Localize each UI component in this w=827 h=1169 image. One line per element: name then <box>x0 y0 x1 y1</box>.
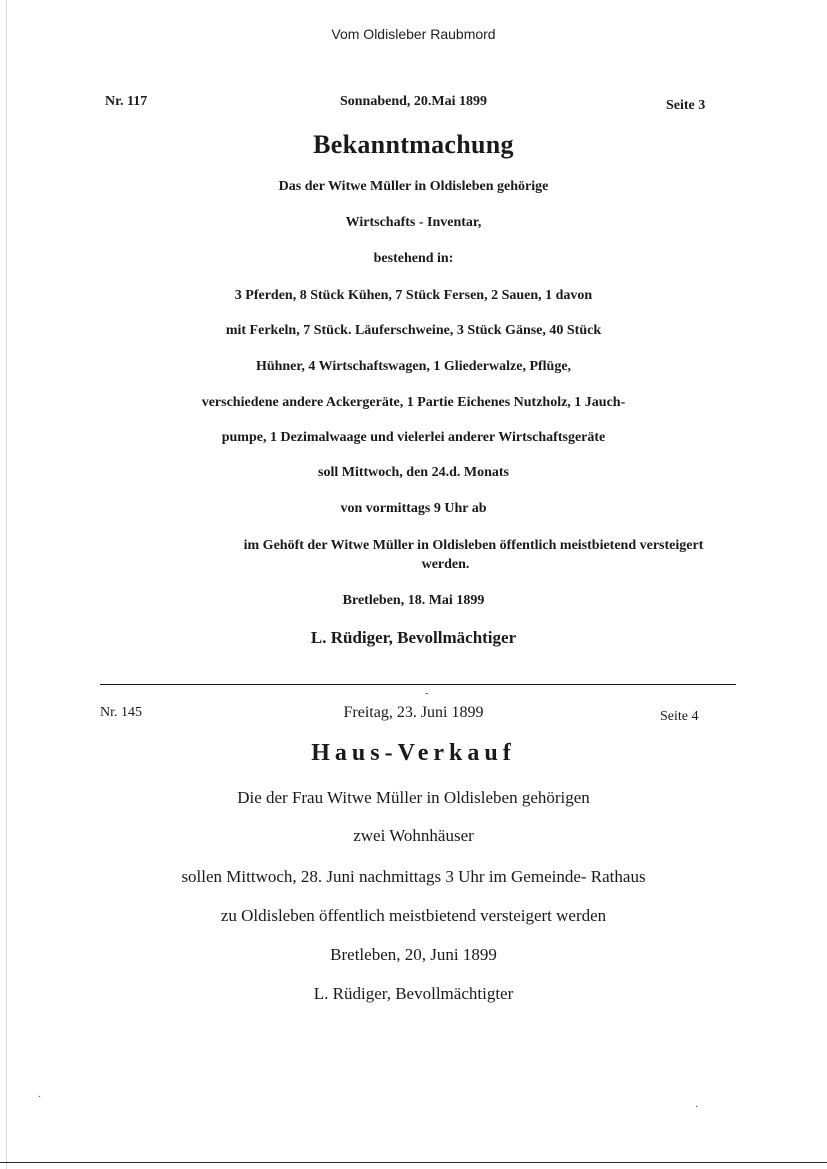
body-line: sollen Mittwoch, 28. Juni nachmittags 3 Uhr im Gemeinde- Rathaus <box>181 867 646 886</box>
issue-number: Nr. 145 <box>100 705 142 720</box>
body-line: 3 Pferden, 8 Stück Kühen, 7 Stück Fersen, 2 Sauen, 1 davon <box>234 288 593 303</box>
signature: L. Rüdiger, Bevollmächtigter <box>313 984 514 1003</box>
body-line: im Gehöft der Witwe Müller in Oldisleben öffentlich meistbietend versteigert <box>243 538 704 553</box>
body-line: zu Oldisleben öffentlich meistbietend versteigert werden <box>220 906 607 925</box>
issue-number: Nr. 117 <box>105 94 148 109</box>
document-header: Vom Oldisleber Raubmord <box>331 26 496 42</box>
body-line: werden. <box>421 557 470 572</box>
body-line: Die der Frau Witwe Müller in Oldisleben gehörigen <box>237 788 590 807</box>
notice-title: Haus-Verkauf <box>311 740 516 766</box>
page-number: Seite 3 <box>666 98 706 113</box>
body-line: Das der Witwe Müller in Oldisleben gehörige <box>278 179 549 194</box>
signature: L. Rüdiger, Bevollmächtiger <box>310 628 517 647</box>
body-line: verschiedene andere Ackergeräte, 1 Partie Eichenes Nutzholz, 1 Jauch- <box>201 395 626 410</box>
section-divider <box>100 684 736 685</box>
notice-title: Bekanntmachung <box>313 130 514 159</box>
issue-date: Sonnabend, 20.Mai 1899 <box>339 94 488 109</box>
scan-speck: - <box>425 688 429 699</box>
body-line: Hühner, 4 Wirtschaftswagen, 1 Gliederwalze, Pflüge, <box>255 359 572 374</box>
body-line: Wirtschafts - Inventar, <box>345 215 482 230</box>
body-line: bestehend in: <box>373 251 454 266</box>
body-line: pumpe, 1 Dezimalwaage und vielerlei anderer Wirtschaftsgeräte <box>221 430 606 445</box>
body-line: mit Ferkeln, 7 Stück. Läuferschweine, 3 Stück Gänse, 40 Stück <box>225 323 602 338</box>
scan-speck: · <box>695 1102 699 1113</box>
body-line: von vormittags 9 Uhr ab <box>340 501 487 516</box>
place-date: Bretleben, 18. Mai 1899 <box>342 593 485 608</box>
scan-speck: · <box>38 1092 42 1103</box>
page-number: Seite 4 <box>660 709 699 724</box>
place-date: Bretleben, 20, Juni 1899 <box>330 945 497 964</box>
page-bottom-edge <box>0 1162 827 1163</box>
body-line: soll Mittwoch, den 24.d. Monats <box>318 465 509 480</box>
issue-date: Freitag, 23. Juni 1899 <box>343 704 484 721</box>
body-line: zwei Wohnhäuser <box>353 826 474 845</box>
